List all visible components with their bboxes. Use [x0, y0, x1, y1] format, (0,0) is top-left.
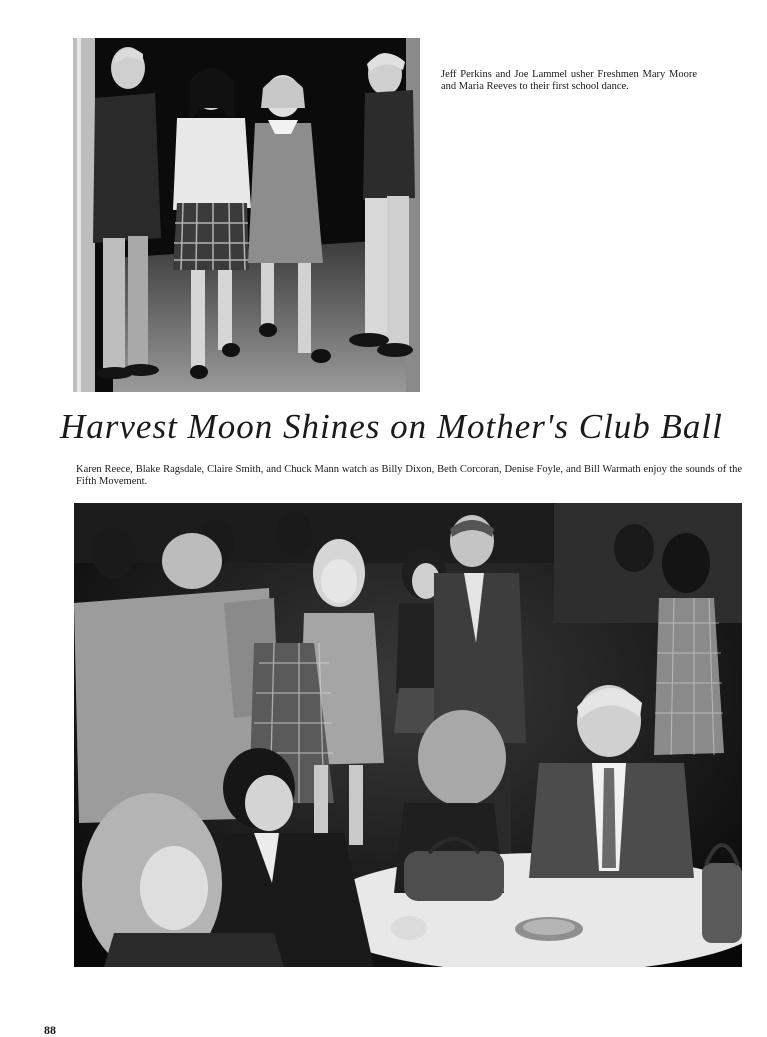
main-photo-caption: Karen Reece, Blake Ragsdale, Claire Smith, and Chuck Mann watch as Billy Dixon, Beth Corcoran, Denise Foyle, and Bill Warmath enjoy the sounds of the Fifth Movement.: [76, 464, 742, 487]
page-headline: Harvest Moon Shines on Mother's Club Ball: [60, 407, 723, 446]
top-photo-caption: Jeff Perkins and Joe Lammel usher Freshmen Mary Moore and Maria Reeves to their first school dance.: [441, 69, 697, 92]
page-number: 88: [44, 1023, 56, 1037]
main-photo-scene: [74, 503, 742, 967]
top-photo: [73, 38, 420, 392]
top-photo-scene: [73, 38, 420, 392]
main-photo: [74, 503, 742, 967]
